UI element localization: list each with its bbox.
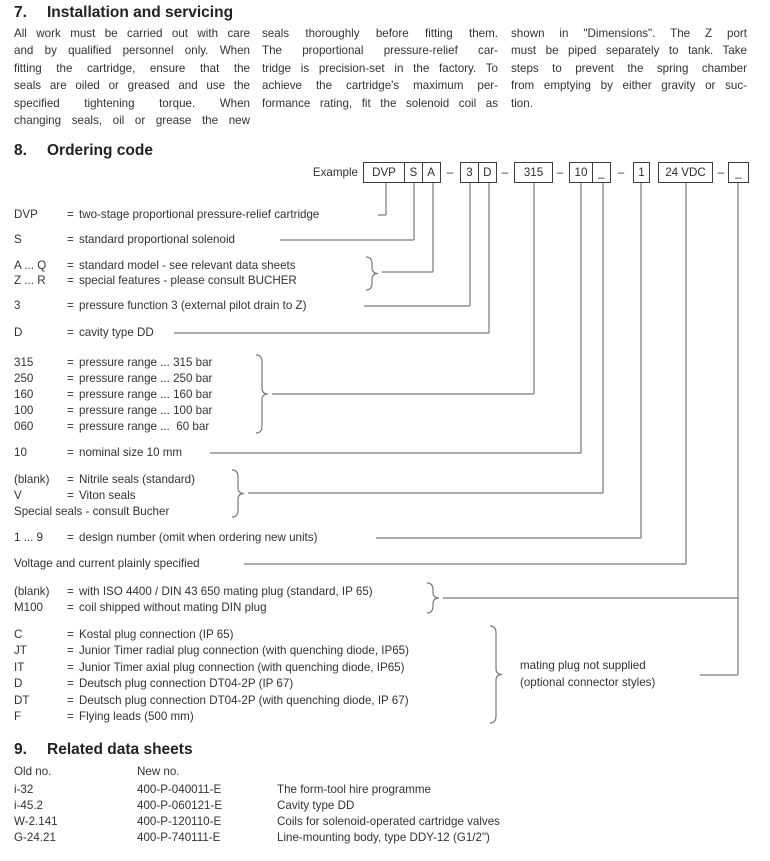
text-line: changing seals, oil or grease the new bbox=[14, 114, 250, 128]
code-box-group bbox=[460, 162, 497, 183]
ordering-code-description: pressure range ... 60 bar bbox=[79, 420, 210, 433]
ordering-code-value: 250 bbox=[14, 372, 34, 385]
text-line: The proportional pressure-relief car- bbox=[262, 44, 498, 58]
new-no-cell: 400-P-740111-E bbox=[137, 831, 221, 844]
section-7-number: 7. bbox=[14, 4, 27, 21]
code-separator: – bbox=[446, 166, 454, 179]
ordering-code-row bbox=[0, 556, 770, 571]
equals-sign: = bbox=[67, 710, 74, 723]
ordering-code-value: C bbox=[14, 628, 23, 641]
section-9-number: 9. bbox=[14, 741, 27, 758]
old-no-cell: W-2.141 bbox=[14, 815, 58, 828]
ordering-code-value: (blank) bbox=[14, 473, 50, 486]
ordering-code-row bbox=[0, 504, 770, 519]
code-box: 315 bbox=[514, 162, 553, 183]
ordering-code-description: design number (omit when ordering new units) bbox=[79, 531, 318, 544]
section-8-number: 8. bbox=[14, 142, 27, 159]
equals-sign: = bbox=[67, 446, 74, 459]
text-line: specified tightening torque. When bbox=[14, 96, 250, 110]
ordering-code-value: IT bbox=[14, 661, 25, 674]
equals-sign: = bbox=[67, 274, 74, 287]
ordering-code-value: F bbox=[14, 710, 22, 723]
ordering-code-description: pressure range ... 250 bar bbox=[79, 372, 213, 385]
mating-plug-note-line: (optional connector styles) bbox=[520, 676, 656, 689]
text-line: tridge is precision-set in the factory. To bbox=[262, 61, 498, 75]
code-separator: – bbox=[617, 166, 625, 179]
equals-sign: = bbox=[67, 299, 74, 312]
ordering-code-value: JT bbox=[14, 644, 27, 657]
text-line: steps to prevent the spring chamber bbox=[511, 61, 747, 75]
ordering-code-row bbox=[0, 660, 770, 675]
equals-sign: = bbox=[67, 473, 74, 486]
code-separator: – bbox=[717, 166, 725, 179]
ordering-code-description: standard proportional solenoid bbox=[79, 233, 235, 246]
code-box-group bbox=[514, 162, 553, 183]
ordering-code-row bbox=[0, 472, 770, 487]
description-cell: Line-mounting body, type DDY-12 (G1/2") bbox=[277, 831, 490, 844]
section-8-title: Ordering code bbox=[47, 142, 153, 159]
ordering-code-value: DVP bbox=[14, 208, 38, 221]
text-column bbox=[511, 25, 747, 112]
text-line: shown in "Dimensions". The Z port bbox=[511, 27, 747, 40]
ordering-code-value: V bbox=[14, 489, 22, 502]
equals-sign: = bbox=[67, 585, 74, 598]
ordering-code-description: Viton seals bbox=[79, 489, 136, 502]
equals-sign: = bbox=[67, 259, 74, 272]
section-9-heading bbox=[14, 741, 193, 759]
code-box: 10 bbox=[569, 162, 593, 183]
code-box-group bbox=[569, 162, 611, 183]
ordering-code-description: cavity type DD bbox=[79, 326, 154, 339]
ordering-code-value: 315 bbox=[14, 356, 34, 369]
equals-sign: = bbox=[67, 372, 74, 385]
code-box: S bbox=[404, 162, 423, 183]
ordering-code-description: pressure range ... 100 bar bbox=[79, 404, 213, 417]
mating-plug-note-line: mating plug not supplied bbox=[520, 659, 646, 672]
new-no-cell: 400-P-120110-E bbox=[137, 815, 222, 828]
ordering-code-row bbox=[0, 530, 770, 545]
ordering-code-description: coil shipped without mating DIN plug bbox=[79, 601, 267, 614]
ordering-code-value: 1 ... 9 bbox=[14, 531, 44, 544]
ordering-code-row bbox=[0, 232, 770, 247]
ordering-code-row bbox=[0, 627, 770, 642]
ordering-code-description: pressure function 3 (external pilot drain to Z) bbox=[79, 299, 307, 312]
example-label: Example bbox=[312, 166, 358, 179]
ordering-code-description: Junior Timer radial plug connection (with quenching diode, IP65) bbox=[79, 644, 409, 657]
ordering-code-row bbox=[0, 325, 770, 340]
ordering-code-description: Deutsch plug connection DT04-2P (IP 67) bbox=[79, 677, 294, 690]
ordering-code-row bbox=[0, 387, 770, 402]
equals-sign: = bbox=[67, 326, 74, 339]
ordering-code-row bbox=[0, 643, 770, 658]
ordering-code-description: two-stage proportional pressure-relief cartridge bbox=[79, 208, 320, 221]
ordering-code-row bbox=[0, 355, 770, 370]
code-box-group bbox=[728, 162, 749, 183]
equals-sign: = bbox=[67, 601, 74, 614]
code-separator: – bbox=[556, 166, 564, 179]
text-line: fitting the cartridge, ensure that the bbox=[14, 61, 250, 75]
equals-sign: = bbox=[67, 233, 74, 246]
ordering-code-value: Voltage and current plainly specified bbox=[14, 557, 200, 570]
old-no-cell: i-45.2 bbox=[14, 799, 44, 812]
ordering-code-description: Kostal plug connection (IP 65) bbox=[79, 628, 234, 641]
code-box-group bbox=[363, 162, 441, 183]
ordering-code-description: nominal size 10 mm bbox=[79, 446, 183, 459]
table-column-header: Old no. bbox=[14, 765, 52, 778]
code-box: 1 bbox=[633, 162, 650, 183]
ordering-code-row bbox=[0, 584, 770, 599]
text-line: from emptying by either gravity or suc- bbox=[511, 79, 747, 93]
ordering-code-description: pressure range ... 315 bar bbox=[79, 356, 213, 369]
code-box: _ bbox=[728, 162, 749, 183]
ordering-code-row bbox=[0, 298, 770, 313]
code-box: 24 VDC bbox=[658, 162, 713, 183]
new-no-cell: 400-P-060121-E bbox=[137, 799, 223, 812]
old-no-cell: i-32 bbox=[14, 783, 34, 796]
ordering-code-value: DT bbox=[14, 694, 30, 707]
equals-sign: = bbox=[67, 489, 74, 502]
text-line: seals are oiled or greased and use the bbox=[14, 79, 250, 93]
ordering-code-value: A ... Q bbox=[14, 259, 47, 272]
text-column bbox=[262, 25, 498, 112]
equals-sign: = bbox=[67, 677, 74, 690]
ordering-code-row bbox=[0, 419, 770, 434]
ordering-code-row bbox=[0, 600, 770, 615]
ordering-code-value: 160 bbox=[14, 388, 34, 401]
text-line: must be piped separately to tank. Take bbox=[511, 44, 747, 58]
text-line: seals thoroughly before fitting them. bbox=[262, 27, 498, 40]
ordering-code-value: 100 bbox=[14, 404, 34, 417]
text-line: achieve the cartridge's maximum per- bbox=[262, 79, 498, 93]
equals-sign: = bbox=[67, 420, 74, 433]
code-box: 3 bbox=[460, 162, 479, 183]
equals-sign: = bbox=[67, 208, 74, 221]
ordering-code-value: 060 bbox=[14, 420, 34, 433]
ordering-code-row bbox=[0, 488, 770, 503]
ordering-code-description: with ISO 4400 / DIN 43 650 mating plug (standard, IP 65) bbox=[79, 585, 373, 598]
old-no-cell: G-24.21 bbox=[14, 831, 56, 844]
description-cell: The form-tool hire programme bbox=[277, 783, 431, 796]
code-separator: – bbox=[501, 166, 509, 179]
text-line: and by qualified personnel only. When bbox=[14, 44, 250, 58]
description-cell: Coils for solenoid-operated cartridge valves bbox=[277, 815, 500, 828]
ordering-code-row bbox=[0, 207, 770, 222]
text-line: formance rating, fit the solenoid coil as bbox=[262, 96, 498, 110]
text-line: All work must be carried out with care bbox=[14, 27, 250, 40]
ordering-code-description: Flying leads (500 mm) bbox=[79, 710, 194, 723]
new-no-cell: 400-P-040011-E bbox=[137, 783, 222, 796]
ordering-code-row bbox=[0, 445, 770, 460]
ordering-code-row bbox=[0, 403, 770, 418]
ordering-code-value: S bbox=[14, 233, 22, 246]
text-column bbox=[14, 25, 250, 129]
equals-sign: = bbox=[67, 388, 74, 401]
section-7-title: Installation and servicing bbox=[47, 4, 234, 21]
equals-sign: = bbox=[67, 356, 74, 369]
equals-sign: = bbox=[67, 628, 74, 641]
ordering-code-description: special features - please consult BUCHER bbox=[79, 274, 297, 287]
ordering-code-description: Deutsch plug connection DT04-2P (with quenching diode, IP 67) bbox=[79, 694, 409, 707]
table-column-header: New no. bbox=[137, 765, 180, 778]
ordering-code-value: D bbox=[14, 326, 23, 339]
ordering-code-row bbox=[0, 709, 770, 724]
equals-sign: = bbox=[67, 531, 74, 544]
ordering-code-value: Special seals - consult Bucher bbox=[14, 505, 170, 518]
equals-sign: = bbox=[67, 694, 74, 707]
text-line: tion. bbox=[511, 96, 533, 110]
ordering-code-description: standard model - see relevant data sheets bbox=[79, 259, 296, 272]
equals-sign: = bbox=[67, 644, 74, 657]
ordering-code-description: Nitrile seals (standard) bbox=[79, 473, 195, 486]
ordering-code-description: Junior Timer axial plug connection (with quenching diode, IP65) bbox=[79, 661, 405, 674]
ordering-code-row bbox=[0, 273, 770, 288]
code-box-group bbox=[633, 162, 650, 183]
code-box-group bbox=[658, 162, 713, 183]
ordering-code-row bbox=[0, 258, 770, 273]
code-box: D bbox=[478, 162, 497, 183]
description-cell: Cavity type DD bbox=[277, 799, 355, 812]
ordering-code-value: D bbox=[14, 677, 23, 690]
ordering-code-description: pressure range ... 160 bar bbox=[79, 388, 213, 401]
ordering-code-row bbox=[0, 371, 770, 386]
section-9-title: Related data sheets bbox=[47, 741, 193, 758]
equals-sign: = bbox=[67, 661, 74, 674]
ordering-code-value: Z ... R bbox=[14, 274, 46, 287]
ordering-code-value: (blank) bbox=[14, 585, 50, 598]
ordering-code-value: 3 bbox=[14, 299, 21, 312]
code-box: _ bbox=[592, 162, 611, 183]
equals-sign: = bbox=[67, 404, 74, 417]
section-7-heading bbox=[14, 4, 233, 22]
section-8-heading bbox=[14, 142, 153, 160]
ordering-code-value: 10 bbox=[14, 446, 27, 459]
ordering-code-row bbox=[0, 693, 770, 708]
code-box: DVP bbox=[363, 162, 405, 183]
code-box: A bbox=[422, 162, 441, 183]
ordering-code-value: M100 bbox=[14, 601, 44, 614]
